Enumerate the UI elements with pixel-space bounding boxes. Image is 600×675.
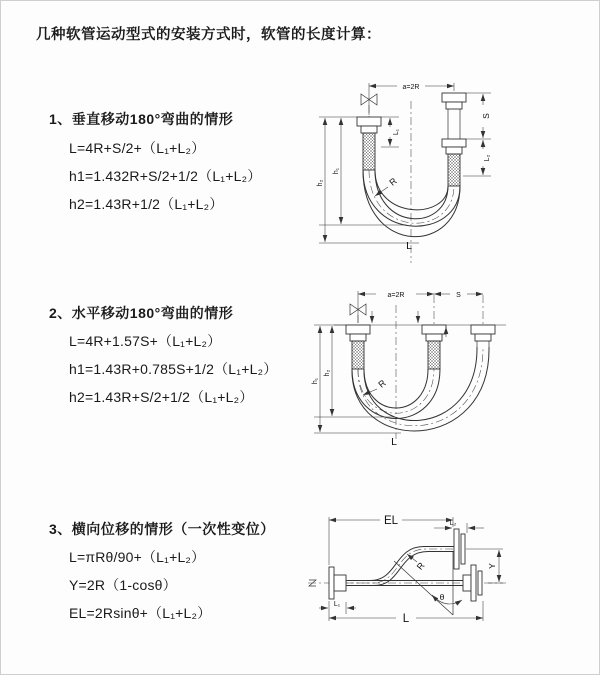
dim-s xyxy=(466,93,491,139)
section-3-formula-1: L=πRθ/90+（L₁+L₂） xyxy=(69,549,206,565)
label-l-length: L xyxy=(406,240,412,252)
section-1-formula-3: h2=1.43R+1/2（L₁+L₂） xyxy=(69,196,224,212)
label-y: Y xyxy=(487,563,497,569)
dim-l xyxy=(329,601,483,625)
middle-pipe xyxy=(422,325,446,369)
section-1-formula-1: L=4R+S/2+（L₁+L₂） xyxy=(69,140,206,156)
label-r: R xyxy=(414,560,427,572)
diagram-lateral-displacement xyxy=(296,503,600,653)
left-flange xyxy=(329,567,346,599)
hose-u-curves xyxy=(363,170,460,237)
label-r: R xyxy=(387,175,399,188)
diagram-horizontal-180 xyxy=(306,283,600,448)
section-2-formula-2: h1=1.43R+0.785S+1/2（L₁+L₂） xyxy=(69,361,278,377)
label-el: EL xyxy=(383,515,399,527)
section-1-heading: 1、垂直移动180°弯曲的情形 xyxy=(49,111,234,127)
left-pipe xyxy=(357,117,381,170)
hose-s-curve xyxy=(346,547,454,586)
label-l2: L₂ xyxy=(449,520,457,527)
label-l2: L₂ xyxy=(484,154,491,162)
section-3-formula-3: EL=2Rsinθ+（L₁+L₂） xyxy=(69,605,212,621)
label-span-2r: a=2R xyxy=(402,84,420,91)
label-span-2r: a=2R xyxy=(387,292,405,299)
dim-span-2r xyxy=(369,83,454,115)
label-r: R xyxy=(376,377,388,390)
dim-l1 xyxy=(381,117,400,147)
label-s: S xyxy=(481,113,491,119)
dim-l2 xyxy=(463,140,491,176)
section-2-formula-1: L=4R+1.57S+（L₁+L₂） xyxy=(69,333,222,349)
label-l-length: L xyxy=(391,436,397,448)
diagram-vertical-180 xyxy=(311,73,596,268)
label-l-length: L xyxy=(402,613,410,625)
dim-s xyxy=(434,292,483,299)
label-l1: L₁ xyxy=(393,128,400,136)
right-pipe xyxy=(442,93,466,186)
dim-el xyxy=(329,515,453,565)
label-theta: θ xyxy=(439,592,445,602)
section-3-heading: 3、横向位移的情形（一次性变位） xyxy=(49,521,275,537)
label-s: S xyxy=(456,292,461,299)
label-h1: h₁ xyxy=(312,377,319,385)
section-3-formula-2: Y=2R（1-cosθ） xyxy=(69,577,177,593)
page-title: 几种软管运动型式的安装方式时，软管的长度计算： xyxy=(36,27,381,43)
dim-l1 xyxy=(319,601,356,614)
upper-flange xyxy=(454,529,465,569)
radius-leader xyxy=(407,554,427,572)
section-2-formula-3: h2=1.43R+S/2+1/2（L₁+L₂） xyxy=(69,389,254,405)
label-h1: h₁ xyxy=(333,167,340,175)
right-pipe xyxy=(471,325,495,347)
section-1-formula-2: h1=1.432R+S/2+1/2（L₁+L₂） xyxy=(69,168,262,184)
label-l1: L₁ xyxy=(333,601,341,608)
label-h2: h₂ xyxy=(324,369,331,377)
left-pipe xyxy=(346,325,370,369)
hose-u-curves xyxy=(352,347,489,431)
label-h2: h₂ xyxy=(317,179,324,187)
section-2-heading: 2、水平移动180°弯曲的情形 xyxy=(49,305,234,321)
